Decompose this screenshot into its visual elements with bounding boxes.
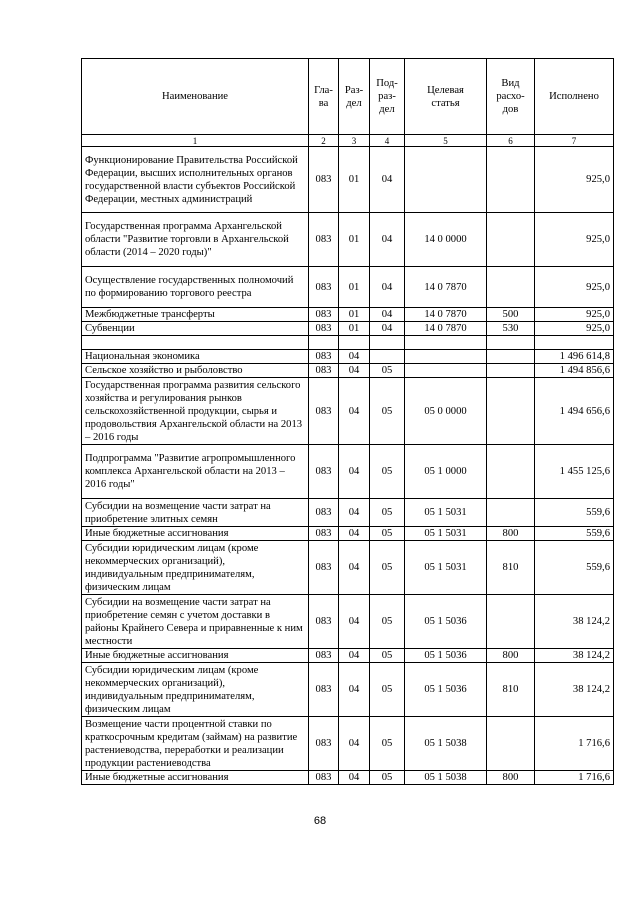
cell-glava: 083 — [309, 350, 339, 364]
cell-amount: 1 716,6 — [535, 717, 614, 771]
cell-razdel: 04 — [339, 771, 370, 785]
page-number: 68 — [313, 815, 327, 827]
table-row — [82, 267, 614, 308]
cell-podrazdel: 05 — [370, 595, 405, 649]
cell-amount: 559,6 — [535, 527, 614, 541]
cell-glava: 083 — [309, 322, 339, 336]
cell-glava: 083 — [309, 147, 339, 213]
cell-glava: 083 — [309, 378, 339, 445]
cell-name: Субвенции — [82, 322, 309, 336]
cell-razdel: 04 — [339, 378, 370, 445]
table-row — [82, 147, 614, 213]
table-row — [82, 541, 614, 595]
cell-amount: 559,6 — [535, 541, 614, 595]
cell-statya — [405, 336, 487, 350]
header-podrazdel: Под- раз- дел — [370, 59, 405, 135]
table-row — [82, 527, 614, 541]
cell-vid: 530 — [487, 322, 535, 336]
cell-razdel: 01 — [339, 308, 370, 322]
cell-glava: 083 — [309, 663, 339, 717]
cell-statya — [405, 147, 487, 213]
cell-podrazdel: 05 — [370, 527, 405, 541]
cell-vid — [487, 364, 535, 378]
cell-razdel: 04 — [339, 541, 370, 595]
cell-razdel: 01 — [339, 213, 370, 267]
table-row — [82, 595, 614, 649]
cell-vid — [487, 267, 535, 308]
cell-glava: 083 — [309, 267, 339, 308]
table-row — [82, 322, 614, 336]
column-number: 7 — [535, 135, 614, 147]
cell-glava: 083 — [309, 649, 339, 663]
cell-statya — [405, 364, 487, 378]
cell-podrazdel: 05 — [370, 771, 405, 785]
header-ispolneno: Исполнено — [535, 59, 614, 135]
cell-glava: 083 — [309, 595, 339, 649]
cell-razdel: 04 — [339, 364, 370, 378]
cell-name: Субсидии юридическим лицам (кроме некоммерческих организаций), индивидуальным предпринимателям, физическим лицам — [82, 663, 309, 717]
cell-amount: 1 455 125,6 — [535, 445, 614, 499]
cell-razdel: 04 — [339, 527, 370, 541]
cell-glava: 083 — [309, 541, 339, 595]
cell-name: Подпрограмма "Развитие агропромышленного комплекса Архангельской области на 2013 – 2016 годы" — [82, 445, 309, 499]
cell-vid — [487, 717, 535, 771]
cell-vid — [487, 595, 535, 649]
header-name: Наименование — [82, 59, 309, 135]
cell-amount: 925,0 — [535, 322, 614, 336]
cell-vid: 810 — [487, 541, 535, 595]
cell-name: Государственная программа развития сельского хозяйства и регулирования рынков сельскохозяйственной продукции, сырья и продовольствия Архангельской области на 2013 – 2016 годы — [82, 378, 309, 445]
cell-vid — [487, 350, 535, 364]
table-row — [82, 378, 614, 445]
cell-vid: 800 — [487, 527, 535, 541]
cell-podrazdel: 05 — [370, 649, 405, 663]
column-number: 6 — [487, 135, 535, 147]
cell-statya: 14 0 7870 — [405, 322, 487, 336]
cell-amount: 925,0 — [535, 308, 614, 322]
cell-podrazdel: 04 — [370, 267, 405, 308]
cell-amount: 1 494 656,6 — [535, 378, 614, 445]
cell-vid — [487, 378, 535, 445]
cell-vid: 800 — [487, 649, 535, 663]
table-row — [82, 350, 614, 364]
cell-name: Субсидии на возмещение части затрат на приобретение семян с учетом доставки в районы Крайнего Севера и приравненные к ним местности — [82, 595, 309, 649]
cell-name: Государственная программа Архангельской области "Развитие торговли в Архангельской области (2014 – 2020 годы)" — [82, 213, 309, 267]
cell-podrazdel: 04 — [370, 308, 405, 322]
cell-vid — [487, 147, 535, 213]
table-row — [82, 308, 614, 322]
column-number-row — [82, 135, 614, 147]
cell-statya: 05 1 0000 — [405, 445, 487, 499]
cell-name: Субсидии на возмещение части затрат на приобретение элитных семян — [82, 499, 309, 527]
cell-statya: 14 0 7870 — [405, 308, 487, 322]
header-razdel: Раз- дел — [339, 59, 370, 135]
table-row — [82, 649, 614, 663]
cell-name: Возмещение части процентной ставки по краткосрочным кредитам (займам) на развитие растениеводства, переработки и реализации продукции растениеводства — [82, 717, 309, 771]
cell-amount: 38 124,2 — [535, 595, 614, 649]
cell-razdel: 04 — [339, 663, 370, 717]
cell-glava: 083 — [309, 445, 339, 499]
table-body — [82, 147, 614, 785]
cell-vid: 500 — [487, 308, 535, 322]
cell-podrazdel: 05 — [370, 717, 405, 771]
cell-glava: 083 — [309, 213, 339, 267]
cell-statya: 14 0 7870 — [405, 267, 487, 308]
cell-name: Национальная экономика — [82, 350, 309, 364]
cell-glava: 083 — [309, 717, 339, 771]
cell-statya: 05 1 5031 — [405, 527, 487, 541]
cell-amount: 1 494 856,6 — [535, 364, 614, 378]
cell-podrazdel: 05 — [370, 364, 405, 378]
cell-statya: 05 1 5036 — [405, 663, 487, 717]
cell-amount: 925,0 — [535, 267, 614, 308]
column-number: 2 — [309, 135, 339, 147]
column-number: 5 — [405, 135, 487, 147]
cell-podrazdel: 05 — [370, 499, 405, 527]
cell-razdel: 01 — [339, 322, 370, 336]
column-number: 1 — [82, 135, 309, 147]
table-row — [82, 771, 614, 785]
cell-glava: 083 — [309, 527, 339, 541]
cell-statya: 05 1 5031 — [405, 499, 487, 527]
cell-glava: 083 — [309, 308, 339, 322]
cell-amount: 925,0 — [535, 213, 614, 267]
cell-statya: 14 0 0000 — [405, 213, 487, 267]
cell-podrazdel: 04 — [370, 147, 405, 213]
table-row — [82, 364, 614, 378]
cell-razdel: 04 — [339, 499, 370, 527]
header-row — [82, 59, 614, 135]
cell-podrazdel: 04 — [370, 322, 405, 336]
cell-statya: 05 1 5038 — [405, 771, 487, 785]
cell-vid — [487, 213, 535, 267]
cell-name: Субсидии юридическим лицам (кроме некоммерческих организаций), индивидуальным предпринимателям, физическим лицам — [82, 541, 309, 595]
cell-name: Иные бюджетные ассигнования — [82, 649, 309, 663]
header-statya: Целевая статья — [405, 59, 487, 135]
column-number: 4 — [370, 135, 405, 147]
table-row — [82, 717, 614, 771]
cell-vid — [487, 336, 535, 350]
cell-statya: 05 1 5036 — [405, 595, 487, 649]
cell-name: Межбюджетные трансферты — [82, 308, 309, 322]
cell-amount: 925,0 — [535, 147, 614, 213]
cell-name: Иные бюджетные ассигнования — [82, 527, 309, 541]
table-row — [82, 445, 614, 499]
cell-vid — [487, 445, 535, 499]
table-row — [82, 499, 614, 527]
cell-razdel: 04 — [339, 649, 370, 663]
cell-amount: 38 124,2 — [535, 663, 614, 717]
table-gap-row — [82, 336, 614, 350]
header-glava: Гла- ва — [309, 59, 339, 135]
cell-statya: 05 0 0000 — [405, 378, 487, 445]
cell-podrazdel: 05 — [370, 541, 405, 595]
cell-amount — [535, 336, 614, 350]
cell-name: Функционирование Правительства Российской Федерации, высших исполнительных органов государственной власти субъектов Российской Федерации, местных администраций — [82, 147, 309, 213]
cell-podrazdel: 04 — [370, 213, 405, 267]
cell-podrazdel — [370, 350, 405, 364]
cell-podrazdel: 05 — [370, 663, 405, 717]
cell-name — [82, 336, 309, 350]
cell-glava: 083 — [309, 364, 339, 378]
cell-statya: 05 1 5038 — [405, 717, 487, 771]
header-vid: Вид расхо- дов — [487, 59, 535, 135]
cell-podrazdel: 05 — [370, 445, 405, 499]
table-row — [82, 213, 614, 267]
cell-razdel: 04 — [339, 717, 370, 771]
cell-glava: 083 — [309, 499, 339, 527]
cell-razdel: 04 — [339, 350, 370, 364]
cell-name: Иные бюджетные ассигнования — [82, 771, 309, 785]
cell-statya — [405, 350, 487, 364]
budget-table — [81, 58, 614, 785]
cell-glava: 083 — [309, 771, 339, 785]
table-header — [82, 59, 614, 147]
cell-vid — [487, 499, 535, 527]
cell-glava — [309, 336, 339, 350]
cell-razdel: 01 — [339, 267, 370, 308]
cell-vid: 810 — [487, 663, 535, 717]
cell-vid: 800 — [487, 771, 535, 785]
column-number: 3 — [339, 135, 370, 147]
cell-razdel: 04 — [339, 445, 370, 499]
cell-amount: 559,6 — [535, 499, 614, 527]
cell-amount: 1 716,6 — [535, 771, 614, 785]
cell-amount: 38 124,2 — [535, 649, 614, 663]
cell-name: Сельское хозяйство и рыболовство — [82, 364, 309, 378]
cell-name: Осуществление государственных полномочий по формированию торгового реестра — [82, 267, 309, 308]
cell-razdel: 04 — [339, 595, 370, 649]
cell-statya: 05 1 5031 — [405, 541, 487, 595]
cell-podrazdel — [370, 336, 405, 350]
table-row — [82, 663, 614, 717]
cell-razdel — [339, 336, 370, 350]
cell-amount: 1 496 614,8 — [535, 350, 614, 364]
cell-statya: 05 1 5036 — [405, 649, 487, 663]
cell-razdel: 01 — [339, 147, 370, 213]
cell-podrazdel: 05 — [370, 378, 405, 445]
